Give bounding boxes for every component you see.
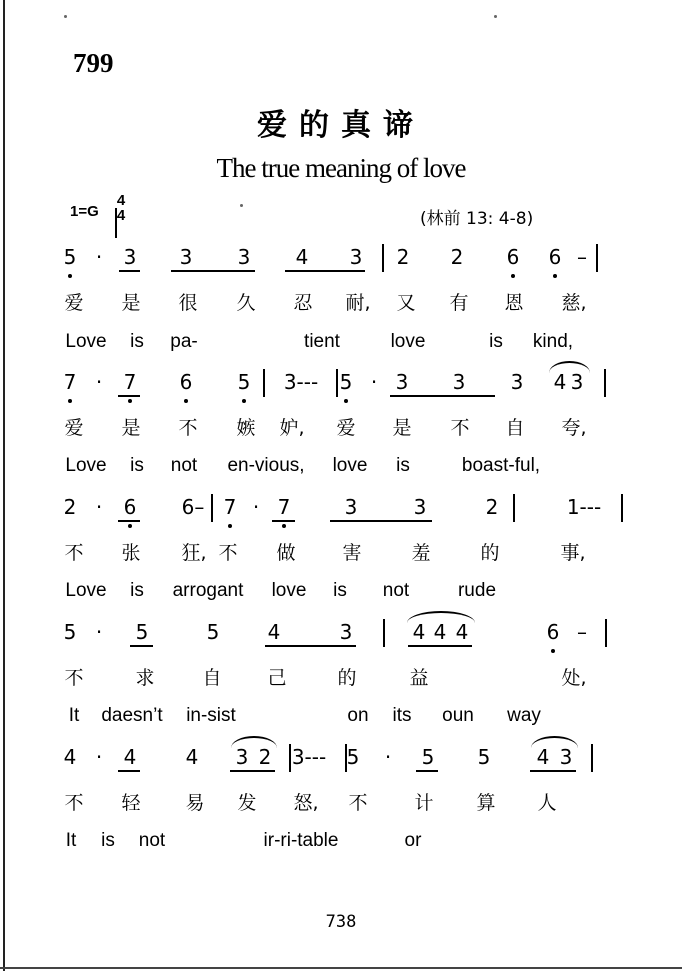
lyric-chinese: 嫉 xyxy=(236,417,256,439)
eighth-beam xyxy=(408,645,472,647)
page-border-bottom xyxy=(0,967,682,969)
slur-tie xyxy=(407,611,475,623)
eighth-beam xyxy=(416,770,438,772)
time-signature-top: 4 xyxy=(116,192,126,209)
barline xyxy=(605,619,607,647)
barline xyxy=(621,494,623,522)
eighth-beam xyxy=(272,520,295,522)
note: 6 xyxy=(179,370,193,394)
lyric-english: is xyxy=(489,331,503,352)
lyric-chinese: 妒, xyxy=(279,417,305,439)
note: 2 xyxy=(63,495,77,519)
lyric-english: is xyxy=(396,455,410,476)
note: 4 xyxy=(63,745,77,769)
page-number: 738 xyxy=(325,912,357,932)
octave-dot-below xyxy=(68,274,72,278)
lyric-chinese: 的 xyxy=(480,542,500,564)
note: 5 xyxy=(237,370,251,394)
lyric-english: not xyxy=(170,455,198,476)
note: · xyxy=(95,370,103,394)
lyric-english: It xyxy=(65,830,77,851)
note: 3 xyxy=(349,245,363,269)
lyric-chinese: 发 xyxy=(237,792,257,814)
lyric-chinese: 恩 xyxy=(504,292,524,314)
note: 6 xyxy=(546,620,560,644)
note: 4 xyxy=(123,745,137,769)
octave-dot-below xyxy=(128,399,132,403)
note: 4 xyxy=(433,620,447,644)
note: 7 xyxy=(277,495,291,519)
lyric-english: or xyxy=(404,830,422,851)
octave-dot-below xyxy=(553,274,557,278)
eighth-beam xyxy=(265,645,356,647)
lyric-chinese: 夸, xyxy=(561,417,587,439)
lyric-chinese: 慈, xyxy=(561,292,587,314)
scan-speck xyxy=(494,15,497,18)
lyric-english: is xyxy=(333,580,347,601)
lyric-chinese: 忍 xyxy=(293,292,313,314)
lyric-english: ir-ri-table xyxy=(263,830,339,851)
lyric-chinese: 是 xyxy=(121,417,141,439)
note: 1--- xyxy=(566,495,602,519)
lyric-chinese: 做 xyxy=(276,542,296,564)
lyric-chinese: 不 xyxy=(178,417,198,439)
note: 6– xyxy=(181,495,205,519)
note: 2 xyxy=(396,245,410,269)
lyric-chinese: 怒, xyxy=(293,792,319,814)
lyric-chinese: 不 xyxy=(64,792,84,814)
lyric-chinese: 是 xyxy=(392,417,412,439)
lyric-chinese: 不 xyxy=(218,542,238,564)
lyric-english: love xyxy=(332,455,368,476)
lyric-chinese: 爱 xyxy=(336,417,356,439)
octave-dot-below xyxy=(344,399,348,403)
lyric-english: tient xyxy=(304,331,340,352)
scripture-reference: (林前 13: 4-8) xyxy=(420,209,534,229)
note: – xyxy=(577,620,587,644)
note: 3 xyxy=(510,370,524,394)
lyric-chinese: 自 xyxy=(505,417,525,439)
barline xyxy=(604,369,606,397)
lyric-chinese: 害 xyxy=(342,542,362,564)
octave-dot-below xyxy=(228,524,232,528)
lyric-english: kind, xyxy=(532,331,574,352)
note: 3 xyxy=(123,245,137,269)
lyric-chinese: 算 xyxy=(476,792,496,814)
lyric-english: oun xyxy=(442,705,474,726)
slur-tie xyxy=(531,736,578,748)
barline xyxy=(591,744,593,772)
barline xyxy=(263,369,265,397)
lyric-chinese: 耐, xyxy=(345,292,371,314)
lyric-chinese: 狂, xyxy=(181,542,207,564)
barline xyxy=(289,744,291,772)
note: 5 xyxy=(477,745,491,769)
note: · xyxy=(95,620,103,644)
eighth-beam xyxy=(171,270,255,272)
lyric-chinese: 易 xyxy=(185,792,205,814)
note: 2 xyxy=(485,495,499,519)
note: 3 xyxy=(452,370,466,394)
eighth-beam xyxy=(330,520,432,522)
lyric-chinese: 处, xyxy=(561,667,587,689)
note: 4 xyxy=(295,245,309,269)
scan-speck xyxy=(240,204,243,207)
note: 5 xyxy=(346,745,360,769)
lyric-chinese: 己 xyxy=(267,667,287,689)
lyric-english: not xyxy=(382,580,410,601)
note: 4 xyxy=(536,745,550,769)
note: 7 xyxy=(223,495,237,519)
lyric-chinese: 有 xyxy=(449,292,469,314)
note: 3--- xyxy=(283,370,319,394)
octave-dot-below xyxy=(551,649,555,653)
lyric-english: is xyxy=(130,455,144,476)
barline xyxy=(336,369,338,397)
barline xyxy=(211,494,213,522)
note: 3 xyxy=(235,745,249,769)
title-english: The true meaning of love xyxy=(216,153,466,183)
lyric-chinese: 求 xyxy=(135,667,155,689)
note: 4 xyxy=(185,745,199,769)
note: 3 xyxy=(339,620,353,644)
note: · xyxy=(384,745,392,769)
barline xyxy=(596,244,598,272)
lyric-chinese: 不 xyxy=(348,792,368,814)
octave-dot-below xyxy=(511,274,515,278)
lyric-chinese: 是 xyxy=(121,292,141,314)
note: · xyxy=(95,245,103,269)
barline xyxy=(513,494,515,522)
eighth-beam xyxy=(393,395,495,397)
octave-dot-below xyxy=(128,524,132,528)
note: 3 xyxy=(395,370,409,394)
lyric-chinese: 又 xyxy=(396,292,416,314)
lyric-english: Love xyxy=(65,331,107,352)
note: 6 xyxy=(123,495,137,519)
lyric-chinese: 不 xyxy=(64,667,84,689)
barline xyxy=(383,619,385,647)
lyric-chinese: 张 xyxy=(121,542,141,564)
note: 6 xyxy=(506,245,520,269)
octave-dot-below xyxy=(68,399,72,403)
lyric-english: is xyxy=(130,580,144,601)
note: 5 xyxy=(206,620,220,644)
note: 3 xyxy=(179,245,193,269)
note: 3 xyxy=(413,495,427,519)
hymn-number: 799 xyxy=(73,48,114,78)
note: 5 xyxy=(339,370,353,394)
lyric-chinese: 计 xyxy=(414,792,434,814)
lyric-chinese: 益 xyxy=(409,667,429,689)
scan-speck xyxy=(64,15,67,18)
lyric-chinese: 轻 xyxy=(121,792,141,814)
eighth-beam xyxy=(285,270,365,272)
eighth-beam xyxy=(118,395,140,397)
lyric-chinese: 事, xyxy=(560,542,586,564)
lyric-chinese: 不 xyxy=(450,417,470,439)
lyric-english: rude xyxy=(457,580,497,601)
title-chinese: 爱的真谛 xyxy=(257,108,425,143)
note: · xyxy=(370,370,378,394)
eighth-beam xyxy=(130,645,153,647)
note: 2 xyxy=(450,245,464,269)
lyric-chinese: 不 xyxy=(64,542,84,564)
eighth-beam xyxy=(118,520,140,522)
note: 5 xyxy=(63,245,77,269)
time-signature xyxy=(114,193,128,223)
lyric-chinese: 很 xyxy=(178,292,198,314)
lyric-english: on xyxy=(347,705,369,726)
note: 3--- xyxy=(291,745,327,769)
key-signature: 1=G xyxy=(70,203,99,220)
note: 3 xyxy=(570,370,584,394)
lyric-chinese: 人 xyxy=(537,792,557,814)
lyric-chinese: 羞 xyxy=(411,542,431,564)
octave-dot-below xyxy=(184,399,188,403)
note: 5 xyxy=(63,620,77,644)
note: 3 xyxy=(559,745,573,769)
note: 4 xyxy=(455,620,469,644)
lyric-english: way xyxy=(507,705,541,726)
lyric-english: love xyxy=(390,331,426,352)
lyric-english: not xyxy=(138,830,166,851)
note: 5 xyxy=(421,745,435,769)
lyric-english: Love xyxy=(65,580,107,601)
note: 5 xyxy=(135,620,149,644)
note: 4 xyxy=(267,620,281,644)
lyric-english: arrogant xyxy=(172,580,244,601)
lyric-english: It xyxy=(68,705,80,726)
note: 7 xyxy=(123,370,137,394)
note: – xyxy=(577,245,587,269)
lyric-english: en-vious, xyxy=(227,455,305,476)
eighth-beam xyxy=(230,770,275,772)
note: 6 xyxy=(548,245,562,269)
note: 3 xyxy=(344,495,358,519)
slur-tie xyxy=(549,361,590,373)
lyric-chinese: 爱 xyxy=(64,417,84,439)
lyric-chinese: 的 xyxy=(337,667,357,689)
note: 2 xyxy=(258,745,272,769)
lyric-chinese: 自 xyxy=(202,667,222,689)
eighth-beam xyxy=(119,270,140,272)
lyric-english: daesn’t xyxy=(101,705,163,726)
note: 4 xyxy=(412,620,426,644)
barline xyxy=(382,244,384,272)
lyric-english: its xyxy=(392,705,412,726)
lyric-english: is xyxy=(130,331,144,352)
note: 3 xyxy=(237,245,251,269)
lyric-chinese: 爱 xyxy=(64,292,84,314)
note: 4 xyxy=(553,370,567,394)
slur-tie xyxy=(231,736,277,748)
lyric-english: pa- xyxy=(170,331,198,352)
note: · xyxy=(252,495,260,519)
eighth-beam xyxy=(530,770,576,772)
lyric-english: Love xyxy=(65,455,107,476)
eighth-beam xyxy=(118,770,140,772)
time-signature-bottom: 4 xyxy=(116,207,126,224)
octave-dot-below xyxy=(242,399,246,403)
lyric-english: love xyxy=(271,580,307,601)
octave-dot-below xyxy=(282,524,286,528)
barline xyxy=(345,744,347,772)
note: · xyxy=(95,495,103,519)
note: 7 xyxy=(63,370,77,394)
page-border-left xyxy=(3,0,5,971)
lyric-english: is xyxy=(101,830,115,851)
lyric-chinese: 久 xyxy=(236,292,256,314)
note: · xyxy=(95,745,103,769)
lyric-english: in-sist xyxy=(186,705,236,726)
lyric-english: boast-ful, xyxy=(461,455,541,476)
